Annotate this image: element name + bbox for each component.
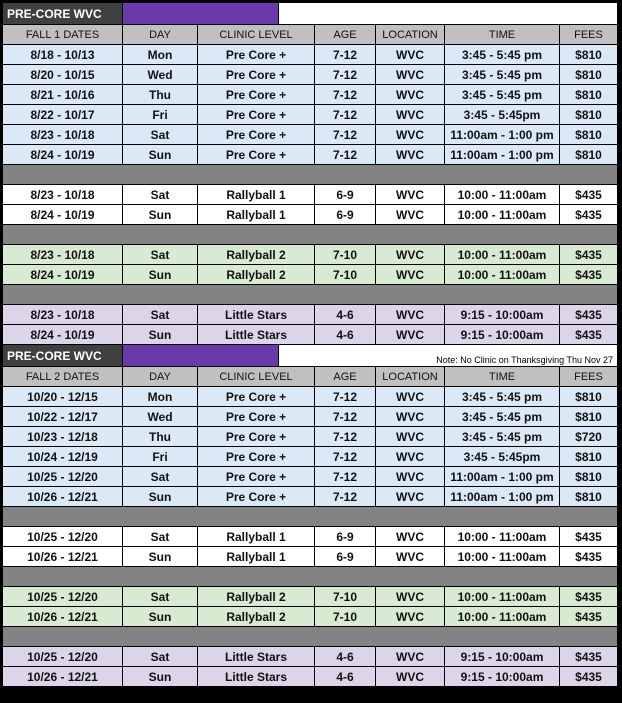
header-row [3,367,617,387]
cell-day: Sun [123,547,198,566]
section-body [3,387,617,687]
cell-age: 7-10 [315,265,376,284]
cell-location: WVC [376,305,445,324]
cell-day: Thu [123,85,198,104]
table-row [3,205,617,225]
cell-fees: $810 [575,107,602,122]
cell-day: Sun [123,145,198,164]
cell-dates: 8/24 - 10/19 [3,205,123,224]
cell-location: WVC [376,587,445,606]
cell-dates: 10/26 - 12/21 [3,667,123,686]
header-clinic-level: CLINIC LEVEL [198,367,315,386]
cell-clinic-level: Pre Core + [198,407,315,426]
cell-age: 6-9 [315,527,376,546]
cell-dates: 10/26 - 12/21 [3,547,123,566]
cell-clinic-level: Pre Core + [198,125,315,144]
table-row [3,527,617,547]
cell-time: 11:00am - 1:00 pm [445,145,560,164]
cell-dates: 10/25 - 12/20 [3,647,123,666]
title-accent-bar [123,345,279,366]
cell-location: WVC [376,467,445,486]
cell-fees: $435 [575,669,602,684]
cell-time: 10:00 - 11:00am [445,245,560,264]
cell-location: WVC [376,205,445,224]
cell-dates: 10/23 - 12/18 [3,427,123,446]
table-row [3,245,617,265]
header-row [3,25,617,45]
cell-dates: 10/25 - 12/20 [3,587,123,606]
cell-location: WVC [376,145,445,164]
cell-clinic-level: Pre Core + [198,447,315,466]
cell-location: WVC [376,487,445,506]
cell-time: 11:00am - 1:00 pm [445,487,560,506]
section-title-row [3,345,617,367]
cell-age: 7-10 [315,245,376,264]
schedule-table [3,3,617,687]
cell-location: WVC [376,105,445,124]
cell-time: 9:15 - 10:00am [445,305,560,324]
cell-location: WVC [376,245,445,264]
cell-time: 9:15 - 10:00am [445,325,560,344]
table-row [3,487,617,507]
cell-day: Sat [123,467,198,486]
cell-dates: 8/23 - 10/18 [3,125,123,144]
cell-day: Sun [123,667,198,686]
cell-day: Fri [123,447,198,466]
cell-day: Sun [123,265,198,284]
cell-fees: $435 [575,327,602,342]
cell-age: 7-12 [315,65,376,84]
group-separator [3,165,617,185]
group-separator [3,285,617,305]
cell-age: 7-12 [315,447,376,466]
header-clinic-level: CLINIC LEVEL [198,25,315,44]
cell-age: 6-9 [315,547,376,566]
cell-clinic-level: Pre Core + [198,487,315,506]
cell-time: 11:00am - 1:00 pm [445,125,560,144]
cell-fees: $435 [575,207,602,222]
cell-day: Sun [123,205,198,224]
table-row [3,447,617,467]
table-row [3,305,617,325]
table-row [3,587,617,607]
cell-day: Mon [123,45,198,64]
table-row [3,105,617,125]
cell-age: 7-12 [315,125,376,144]
cell-time: 10:00 - 11:00am [445,547,560,566]
cell-age: 7-12 [315,407,376,426]
cell-age: 6-9 [315,185,376,204]
header-day: DAY [123,25,198,44]
table-row [3,387,617,407]
cell-location: WVC [376,527,445,546]
cell-age: 7-12 [315,467,376,486]
cell-clinic-level: Pre Core + [198,105,315,124]
cell-clinic-level: Pre Core + [198,65,315,84]
cell-dates: 8/22 - 10/17 [3,105,123,124]
table-row [3,145,617,165]
cell-dates: 8/20 - 10/15 [3,65,123,84]
cell-time: 10:00 - 11:00am [445,265,560,284]
header-age: AGE [315,25,376,44]
cell-location: WVC [376,607,445,626]
header-location: LOCATION [376,367,445,386]
cell-location: WVC [376,325,445,344]
cell-location: WVC [376,447,445,466]
cell-location: WVC [376,125,445,144]
cell-fees: $810 [575,409,602,424]
section-note [279,3,617,24]
cell-fees: $810 [575,389,602,404]
table-row [3,427,617,447]
header-age: AGE [315,367,376,386]
cell-age: 6-9 [315,205,376,224]
cell-age: 7-10 [315,607,376,626]
cell-fees: $810 [575,469,602,484]
table-row [3,407,617,427]
cell-dates: 8/18 - 10/13 [3,45,123,64]
group-separator [3,507,617,527]
section-title: PRE-CORE WVC [3,3,123,24]
table-row [3,467,617,487]
cell-dates: 8/23 - 10/18 [3,245,123,264]
cell-fees: $435 [575,187,602,202]
cell-clinic-level: Pre Core + [198,145,315,164]
table-row [3,65,617,85]
cell-fees: $810 [575,67,602,82]
cell-fees: $810 [575,489,602,504]
cell-fees: $810 [575,449,602,464]
table-row [3,647,617,667]
cell-age: 7-12 [315,105,376,124]
cell-dates: 10/25 - 12/20 [3,527,123,546]
cell-day: Sat [123,305,198,324]
cell-fees: $810 [575,127,602,142]
group-separator [3,567,617,587]
cell-time: 10:00 - 11:00am [445,607,560,626]
cell-day: Mon [123,387,198,406]
cell-clinic-level: Little Stars [198,305,315,324]
cell-clinic-level: Little Stars [198,325,315,344]
cell-fees: $810 [575,47,602,62]
cell-time: 10:00 - 11:00am [445,205,560,224]
cell-clinic-level: Rallyball 1 [198,205,315,224]
cell-day: Fri [123,105,198,124]
cell-dates: 10/22 - 12/17 [3,407,123,426]
header-fees: FEES [574,28,603,41]
table-row [3,325,617,345]
cell-dates: 8/24 - 10/19 [3,325,123,344]
cell-time: 9:15 - 10:00am [445,647,560,666]
cell-age: 7-12 [315,85,376,104]
cell-day: Wed [123,407,198,426]
cell-location: WVC [376,547,445,566]
cell-clinic-level: Rallyball 2 [198,265,315,284]
cell-time: 3:45 - 5:45pm [445,105,560,124]
cell-time: 3:45 - 5:45 pm [445,407,560,426]
cell-fees: $435 [575,609,602,624]
cell-time: 10:00 - 11:00am [445,185,560,204]
cell-location: WVC [376,427,445,446]
cell-clinic-level: Rallyball 1 [198,527,315,546]
cell-time: 9:15 - 10:00am [445,667,560,686]
cell-day: Sat [123,587,198,606]
cell-fees: $435 [575,589,602,604]
cell-clinic-level: Little Stars [198,667,315,686]
cell-day: Sun [123,607,198,626]
cell-location: WVC [376,407,445,426]
cell-age: 7-12 [315,145,376,164]
cell-location: WVC [376,45,445,64]
cell-clinic-level: Pre Core + [198,45,315,64]
cell-fees: $810 [575,87,602,102]
cell-fees: $435 [575,549,602,564]
cell-fees: $435 [575,247,602,262]
section-body [3,45,617,345]
group-separator [3,627,617,647]
cell-clinic-level: Little Stars [198,647,315,666]
cell-time: 11:00am - 1:00 pm [445,467,560,486]
cell-day: Sat [123,185,198,204]
cell-age: 4-6 [315,305,376,324]
cell-dates: 10/25 - 12/20 [3,467,123,486]
cell-fees: $435 [575,649,602,664]
cell-day: Sat [123,125,198,144]
cell-day: Sun [123,487,198,506]
cell-fees: $810 [575,147,602,162]
cell-dates: 10/26 - 12/21 [3,607,123,626]
cell-fees: $435 [575,267,602,282]
group-separator [3,225,617,245]
cell-clinic-level: Pre Core + [198,387,315,406]
cell-day: Sat [123,527,198,546]
table-row [3,125,617,145]
table-row [3,85,617,105]
cell-dates: 8/24 - 10/19 [3,145,123,164]
header-day: DAY [123,367,198,386]
table-row [3,185,617,205]
cell-clinic-level: Rallyball 2 [198,607,315,626]
cell-time: 3:45 - 5:45 pm [445,387,560,406]
cell-clinic-level: Rallyball 2 [198,587,315,606]
section-note: Note: No Clinic on Thanksgiving Thu Nov 27 [279,345,617,366]
header-location: LOCATION [376,25,445,44]
cell-location: WVC [376,85,445,104]
cell-dates: 8/23 - 10/18 [3,305,123,324]
cell-time: 3:45 - 5:45pm [445,447,560,466]
cell-time: 3:45 - 5:45 pm [445,427,560,446]
cell-location: WVC [376,387,445,406]
cell-dates: 10/24 - 12/19 [3,447,123,466]
cell-location: WVC [376,647,445,666]
table-row [3,667,617,687]
header-dates: FALL 1 DATES [3,25,123,44]
cell-location: WVC [376,667,445,686]
cell-time: 3:45 - 5:45 pm [445,65,560,84]
header-time: TIME [445,367,560,386]
cell-time: 10:00 - 11:00am [445,527,560,546]
cell-location: WVC [376,185,445,204]
cell-fees: $435 [575,529,602,544]
table-row [3,547,617,567]
cell-day: Sun [123,325,198,344]
cell-dates: 10/20 - 12/15 [3,387,123,406]
cell-clinic-level: Pre Core + [198,85,315,104]
cell-location: WVC [376,265,445,284]
cell-location: WVC [376,65,445,84]
cell-fees: $720 [575,429,602,444]
cell-day: Wed [123,65,198,84]
cell-dates: 10/26 - 12/21 [3,487,123,506]
cell-dates: 8/23 - 10/18 [3,185,123,204]
cell-clinic-level: Rallyball 1 [198,547,315,566]
cell-time: 10:00 - 11:00am [445,587,560,606]
cell-age: 7-12 [315,387,376,406]
cell-time: 3:45 - 5:45 pm [445,45,560,64]
cell-age: 4-6 [315,325,376,344]
section-title-row [3,3,617,25]
cell-day: Sat [123,245,198,264]
cell-age: 4-6 [315,667,376,686]
cell-clinic-level: Rallyball 1 [198,185,315,204]
cell-clinic-level: Pre Core + [198,427,315,446]
cell-age: 7-12 [315,487,376,506]
cell-time: 3:45 - 5:45 pm [445,85,560,104]
cell-clinic-level: Rallyball 2 [198,245,315,264]
cell-fees: $435 [575,307,602,322]
cell-age: 7-10 [315,587,376,606]
header-fees: FEES [574,370,603,383]
table-row [3,45,617,65]
table-row [3,607,617,627]
section-title: PRE-CORE WVC [3,345,123,366]
cell-day: Sat [123,647,198,666]
cell-age: 7-12 [315,45,376,64]
cell-dates: 8/21 - 10/16 [3,85,123,104]
cell-age: 7-12 [315,427,376,446]
header-time: TIME [445,25,560,44]
title-accent-bar [123,3,279,24]
table-row [3,265,617,285]
header-dates: FALL 2 DATES [3,367,123,386]
cell-dates: 8/24 - 10/19 [3,265,123,284]
cell-age: 4-6 [315,647,376,666]
cell-day: Thu [123,427,198,446]
cell-clinic-level: Pre Core + [198,467,315,486]
